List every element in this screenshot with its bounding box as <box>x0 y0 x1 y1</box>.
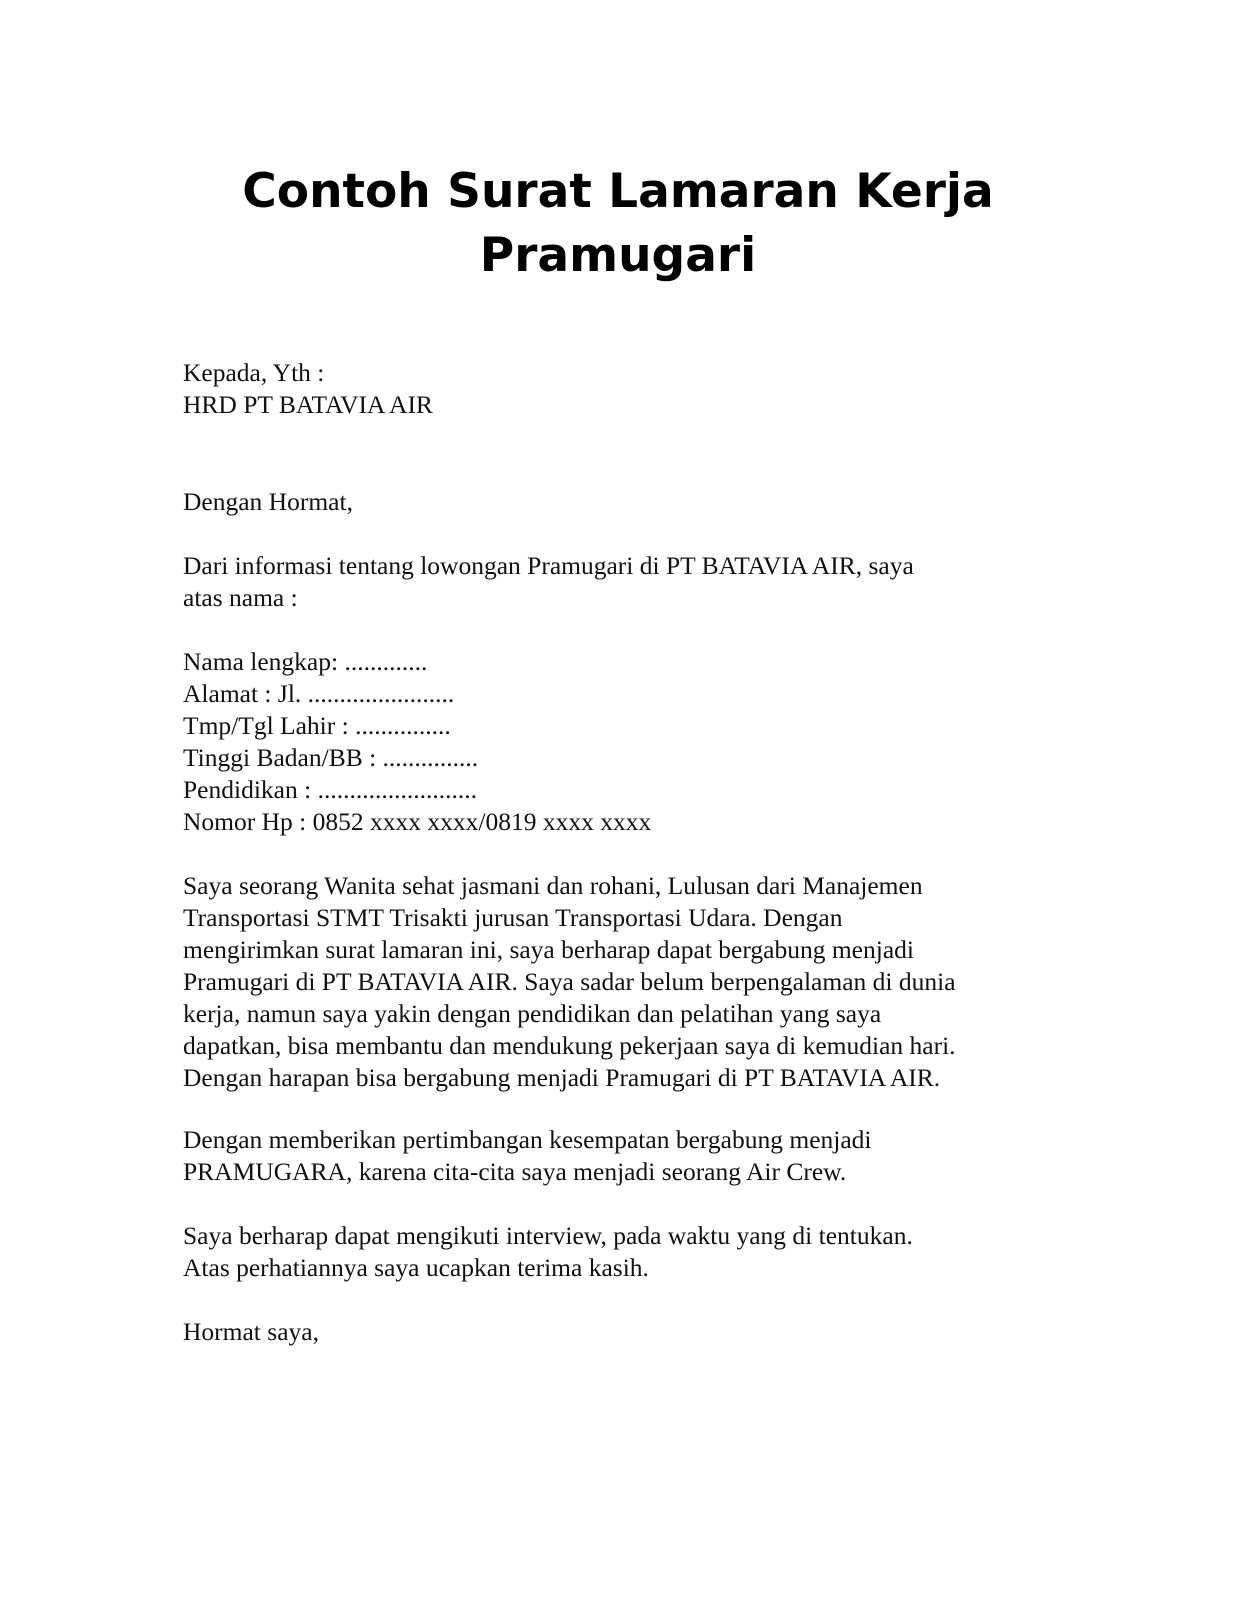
recipient-line: Kepada, Yth : <box>183 358 325 387</box>
signoff-text: Hormat saya, <box>183 1317 319 1346</box>
detail-name: Nama lengkap: ............. <box>183 647 428 676</box>
paragraph-line: Dengan harapan bisa bergabung menjadi Pramugari di PT BATAVIA AIR. <box>183 1063 941 1092</box>
paragraph-line: kerja, namun saya yakin dengan pendidikan dan pelatihan yang saya <box>183 999 882 1028</box>
detail-education: Pendidikan : ......................... <box>183 775 477 804</box>
salutation-text: Dengan Hormat, <box>183 487 353 516</box>
applicant-details <box>183 646 1063 838</box>
recipient-line: HRD PT BATAVIA AIR <box>183 390 433 419</box>
paragraph-line: Saya berharap dapat mengikuti interview, pada waktu yang di tentukan. <box>183 1221 913 1250</box>
title-line: Pramugari <box>479 228 757 283</box>
detail-height-weight: Tinggi Badan/BB : ............... <box>183 743 479 772</box>
paragraph-line: Dengan memberikan pertimbangan kesempatan bergabung menjadi <box>183 1125 872 1154</box>
document-title <box>0 160 1236 288</box>
salutation <box>183 486 1063 518</box>
paragraph-line: Saya seorang Wanita sehat jasmani dan rohani, Lulusan dari Manajemen <box>183 871 923 900</box>
main-paragraph <box>183 870 1063 1094</box>
detail-address: Alamat : Jl. ....................... <box>183 679 455 708</box>
recipient-block <box>183 357 1063 421</box>
paragraph-line: Transportasi STMT Trisakti jurusan Transportasi Udara. Dengan <box>183 903 843 932</box>
intro-line: Dari informasi tentang lowongan Pramugari di PT BATAVIA AIR, saya <box>183 551 914 580</box>
intro-paragraph <box>183 550 1063 614</box>
paragraph-line: PRAMUGARA, karena cita-cita saya menjadi seorang Air Crew. <box>183 1157 847 1186</box>
signoff <box>183 1316 1063 1348</box>
closing-paragraph <box>183 1220 1063 1284</box>
title-line: Contoh Surat Lamaran Kerja <box>242 164 994 219</box>
paragraph-line: Atas perhatiannya saya ucapkan terima kasih. <box>183 1253 649 1282</box>
paragraph-line: dapatkan, bisa membantu dan mendukung pekerjaan saya di kemudian hari. <box>183 1031 956 1060</box>
consideration-paragraph <box>183 1124 1063 1188</box>
intro-line: atas nama : <box>183 583 298 612</box>
detail-phone: Nomor Hp : 0852 xxxx xxxx/0819 xxxx xxxx <box>183 807 652 836</box>
paragraph-line: Pramugari di PT BATAVIA AIR. Saya sadar belum berpengalaman di dunia <box>183 967 956 996</box>
paragraph-line: mengirimkan surat lamaran ini, saya berharap dapat bergabung menjadi <box>183 935 914 964</box>
detail-birth: Tmp/Tgl Lahir : ............... <box>183 711 451 740</box>
